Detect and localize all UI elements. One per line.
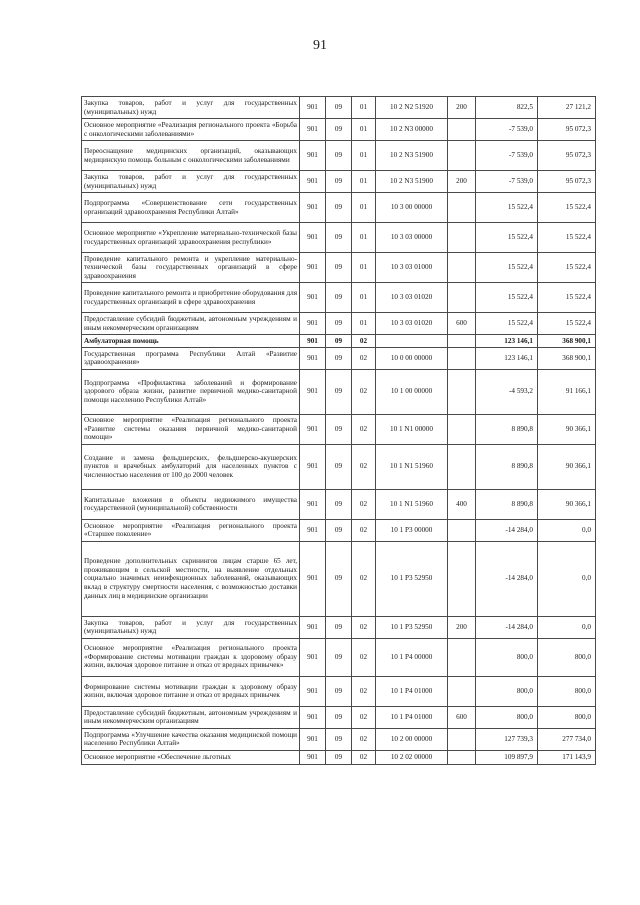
cell-amount-total: 95 072,3 (538, 141, 596, 171)
cell-ministry-code: 901 (300, 638, 326, 676)
cell-target-article: 10 1 P4 01000 (376, 676, 448, 706)
cell-expense-type (448, 283, 476, 313)
cell-amount-total: 15 522,4 (538, 283, 596, 313)
cell-amount-total: 800,0 (538, 676, 596, 706)
cell-subsection-code: 02 (352, 369, 376, 414)
table-row (82, 444, 596, 489)
cell-subsection-code: 01 (352, 253, 376, 283)
cell-target-article: 10 3 03 01020 (376, 313, 448, 335)
cell-amount-change: -14 284,0 (476, 616, 538, 638)
cell-amount-total: 171 143,9 (538, 750, 596, 764)
cell-amount-total: 90 366,1 (538, 489, 596, 519)
cell-ministry-code: 901 (300, 444, 326, 489)
cell-subsection-code: 02 (352, 444, 376, 489)
cell-description: Предоставление субсидий бюджетным, автономным учреждениям и иным некоммерческим организациям (82, 706, 300, 728)
cell-description: Создание и замена фельдшерских, фельдшерско-акушерских пунктов и врачебных амбулаторий для населенных пунктов с численностью населения от 100 до 2000 человек (82, 444, 300, 489)
cell-amount-change: 15 522,4 (476, 313, 538, 335)
table-row (82, 193, 596, 223)
cell-subsection-code: 01 (352, 97, 376, 119)
cell-ministry-code: 901 (300, 141, 326, 171)
cell-expense-type (448, 728, 476, 750)
cell-ministry-code: 901 (300, 119, 326, 141)
cell-description: Проведение дополнительных скринингов лицам старше 65 лет, проживающим в сельской местности, на выявление отдельных социально значимых неинфекционных заболеваний, оказывающих вклад в структуру смертности населения, с возможностью доставки данных лиц в медицинские организации (82, 541, 300, 616)
cell-subsection-code: 01 (352, 193, 376, 223)
cell-subsection-code: 02 (352, 541, 376, 616)
cell-section-code: 09 (326, 283, 352, 313)
cell-amount-change: 8 890,8 (476, 414, 538, 444)
cell-amount-total: 277 734,0 (538, 728, 596, 750)
cell-description: Формирование системы мотивации граждан к здоровому образу жизни, включая здоровое питание и отказ от вредных привычек (82, 676, 300, 706)
cell-amount-change: 8 890,8 (476, 489, 538, 519)
cell-ministry-code: 901 (300, 223, 326, 253)
cell-subsection-code: 01 (352, 141, 376, 171)
cell-amount-change: -14 284,0 (476, 519, 538, 541)
cell-amount-total: 0,0 (538, 616, 596, 638)
cell-target-article: 10 3 03 01000 (376, 253, 448, 283)
table-row (82, 750, 596, 764)
cell-target-article: 10 3 03 00000 (376, 223, 448, 253)
cell-ministry-code: 901 (300, 313, 326, 335)
cell-subsection-code: 02 (352, 414, 376, 444)
cell-amount-change: 123 146,1 (476, 347, 538, 369)
cell-section-code: 09 (326, 414, 352, 444)
cell-description: Капитальные вложения в объекты недвижимого имущества государственной (муниципальной) собственности (82, 489, 300, 519)
cell-description: Проведение капитального ремонта и приобретение оборудования для государственных организаций в сфере здравоохранения (82, 283, 300, 313)
cell-subsection-code: 02 (352, 706, 376, 728)
table-row (82, 283, 596, 313)
cell-ministry-code: 901 (300, 171, 326, 193)
cell-target-article: 10 1 P3 52950 (376, 616, 448, 638)
cell-amount-change: -14 284,0 (476, 541, 538, 616)
cell-expense-type (448, 541, 476, 616)
cell-ministry-code: 901 (300, 489, 326, 519)
cell-expense-type: 200 (448, 171, 476, 193)
cell-amount-total: 95 072,3 (538, 119, 596, 141)
cell-ministry-code: 901 (300, 676, 326, 706)
cell-target-article: 10 1 P4 00000 (376, 638, 448, 676)
table-row (82, 541, 596, 616)
cell-subsection-code: 02 (352, 519, 376, 541)
cell-amount-total: 15 522,4 (538, 313, 596, 335)
cell-description: Подпрограмма «Профилактика заболеваний и формирование здорового образа жизни, развитие первичной медико-санитарной помощи населению Республики Алтай» (82, 369, 300, 414)
table-row (82, 171, 596, 193)
cell-description: Основное мероприятие «Реализация регионального проекта «Развитие системы оказания первичной медико-санитарной помощи» (82, 414, 300, 444)
cell-amount-total: 0,0 (538, 519, 596, 541)
table-row (82, 414, 596, 444)
cell-expense-type (448, 223, 476, 253)
cell-ministry-code: 901 (300, 347, 326, 369)
cell-amount-change: 15 522,4 (476, 253, 538, 283)
cell-ministry-code: 901 (300, 193, 326, 223)
cell-amount-change: 8 890,8 (476, 444, 538, 489)
table-row (82, 141, 596, 171)
cell-amount-total: 0,0 (538, 541, 596, 616)
cell-amount-change: 800,0 (476, 706, 538, 728)
cell-section-code: 09 (326, 253, 352, 283)
cell-section-code: 09 (326, 489, 352, 519)
cell-expense-type (448, 141, 476, 171)
table-row (82, 706, 596, 728)
cell-expense-type (448, 193, 476, 223)
cell-expense-type (448, 750, 476, 764)
cell-amount-total: 90 366,1 (538, 414, 596, 444)
cell-description: Основное мероприятие «Реализация регионального проекта «Формирование системы мотивации граждан к здоровому образу жизни, включая здоровое питание и отказ от вредных привычек» (82, 638, 300, 676)
cell-amount-total: 368 900,1 (538, 335, 596, 348)
table-row (82, 335, 596, 348)
cell-subsection-code: 02 (352, 489, 376, 519)
table-row (82, 223, 596, 253)
cell-expense-type (448, 519, 476, 541)
cell-ministry-code: 901 (300, 541, 326, 616)
cell-section-code: 09 (326, 541, 352, 616)
cell-expense-type: 600 (448, 313, 476, 335)
cell-description: Переоснащение медицинских организаций, оказывающих медицинскую помощь больным с онкологическими заболеваниями (82, 141, 300, 171)
cell-description: Основное мероприятие «Укрепление материально-технической базы государственных организаций здравоохранения республики» (82, 223, 300, 253)
cell-amount-change: 15 522,4 (476, 283, 538, 313)
table-row (82, 97, 596, 119)
cell-section-code: 09 (326, 223, 352, 253)
cell-amount-change: 109 897,9 (476, 750, 538, 764)
cell-section-code: 09 (326, 141, 352, 171)
cell-amount-total: 800,0 (538, 638, 596, 676)
cell-target-article: 10 2 N3 51900 (376, 171, 448, 193)
cell-description: Подпрограмма «Совершенствование сети государственных организаций здравоохранения Республики Алтай» (82, 193, 300, 223)
cell-description: Подпрограмма «Улучшение качества оказания медицинской помощи населению Республики Алтай» (82, 728, 300, 750)
cell-amount-change: 123 146,1 (476, 335, 538, 348)
cell-section-code: 09 (326, 676, 352, 706)
cell-expense-type (448, 253, 476, 283)
cell-ministry-code: 901 (300, 97, 326, 119)
table-row (82, 489, 596, 519)
cell-amount-change: -7 539,0 (476, 141, 538, 171)
cell-expense-type (448, 369, 476, 414)
cell-expense-type (448, 444, 476, 489)
cell-target-article: 10 2 N2 51920 (376, 97, 448, 119)
cell-expense-type: 200 (448, 97, 476, 119)
cell-subsection-code: 02 (352, 347, 376, 369)
cell-expense-type (448, 119, 476, 141)
cell-amount-change: 822,5 (476, 97, 538, 119)
cell-amount-total: 15 522,4 (538, 193, 596, 223)
cell-amount-total: 368 900,1 (538, 347, 596, 369)
cell-amount-change: 127 739,3 (476, 728, 538, 750)
cell-target-article: 10 1 N1 51960 (376, 444, 448, 489)
cell-subsection-code: 01 (352, 313, 376, 335)
cell-section-code: 09 (326, 313, 352, 335)
cell-description: Закупка товаров, работ и услуг для государственных (муниципальных) нужд (82, 616, 300, 638)
cell-section-code: 09 (326, 171, 352, 193)
cell-ministry-code: 901 (300, 283, 326, 313)
cell-amount-total: 91 166,1 (538, 369, 596, 414)
cell-subsection-code: 02 (352, 676, 376, 706)
cell-subsection-code: 02 (352, 750, 376, 764)
cell-description: Проведение капитального ремонта и укрепление материально-технической базы государственных организаций в сфере здравоохранения (82, 253, 300, 283)
cell-description: Основное мероприятие «Обеспечение льготных (82, 750, 300, 764)
cell-amount-total: 15 522,4 (538, 223, 596, 253)
cell-ministry-code: 901 (300, 706, 326, 728)
cell-section-code: 09 (326, 444, 352, 489)
cell-ministry-code: 901 (300, 414, 326, 444)
cell-description: Основное мероприятие «Реализация регионального проекта «Старшее поколение» (82, 519, 300, 541)
cell-target-article: 10 3 00 00000 (376, 193, 448, 223)
cell-section-code: 09 (326, 750, 352, 764)
table-row (82, 519, 596, 541)
cell-amount-change: -7 539,0 (476, 119, 538, 141)
table-row (82, 119, 596, 141)
table-row (82, 347, 596, 369)
table-row (82, 313, 596, 335)
cell-ministry-code: 901 (300, 728, 326, 750)
cell-amount-change: 800,0 (476, 676, 538, 706)
cell-subsection-code: 01 (352, 283, 376, 313)
cell-description: Амбулаторная помощь (82, 335, 300, 348)
cell-subsection-code: 02 (352, 335, 376, 348)
cell-target-article: 10 2 N3 51900 (376, 141, 448, 171)
cell-description: Основное мероприятие «Реализация регионального проекта «Борьба с онкологическими заболеваниями» (82, 119, 300, 141)
table-row (82, 616, 596, 638)
cell-subsection-code: 02 (352, 616, 376, 638)
cell-ministry-code: 901 (300, 750, 326, 764)
cell-expense-type (448, 638, 476, 676)
cell-section-code: 09 (326, 728, 352, 750)
cell-section-code: 09 (326, 97, 352, 119)
cell-amount-total: 90 366,1 (538, 444, 596, 489)
cell-ministry-code: 901 (300, 616, 326, 638)
cell-subsection-code: 01 (352, 223, 376, 253)
cell-description: Предоставление субсидий бюджетным, автономным учреждениям и иным некоммерческим организациям (82, 313, 300, 335)
cell-ministry-code: 901 (300, 369, 326, 414)
table-row (82, 676, 596, 706)
cell-target-article: 10 1 00 00000 (376, 369, 448, 414)
cell-target-article: 10 1 N1 00000 (376, 414, 448, 444)
cell-expense-type (448, 347, 476, 369)
cell-amount-change: 15 522,4 (476, 223, 538, 253)
cell-section-code: 09 (326, 638, 352, 676)
cell-target-article: 10 1 P3 00000 (376, 519, 448, 541)
cell-target-article: 10 3 03 01020 (376, 283, 448, 313)
table-row (82, 369, 596, 414)
cell-section-code: 09 (326, 119, 352, 141)
cell-expense-type: 400 (448, 489, 476, 519)
cell-subsection-code: 01 (352, 171, 376, 193)
cell-section-code: 09 (326, 335, 352, 348)
cell-amount-change: -7 539,0 (476, 171, 538, 193)
cell-subsection-code: 02 (352, 728, 376, 750)
cell-expense-type (448, 335, 476, 348)
budget-table-body (82, 97, 596, 765)
cell-amount-total: 95 072,3 (538, 171, 596, 193)
cell-section-code: 09 (326, 706, 352, 728)
cell-section-code: 09 (326, 347, 352, 369)
cell-expense-type (448, 676, 476, 706)
cell-description: Государственная программа Республики Алтай «Развитие здравоохранения» (82, 347, 300, 369)
table-row (82, 638, 596, 676)
cell-description: Закупка товаров, работ и услуг для государственных (муниципальных) нужд (82, 171, 300, 193)
cell-amount-total: 27 121,2 (538, 97, 596, 119)
table-row (82, 728, 596, 750)
cell-target-article: 10 2 N3 00000 (376, 119, 448, 141)
cell-expense-type (448, 414, 476, 444)
cell-target-article: 10 0 00 00000 (376, 347, 448, 369)
cell-description: Закупка товаров, работ и услуг для государственных (муниципальных) нужд (82, 97, 300, 119)
cell-target-article (376, 335, 448, 348)
cell-section-code: 09 (326, 519, 352, 541)
cell-amount-total: 800,0 (538, 706, 596, 728)
cell-target-article: 10 1 P4 01000 (376, 706, 448, 728)
cell-target-article: 10 1 N1 51960 (376, 489, 448, 519)
cell-amount-change: -4 593,2 (476, 369, 538, 414)
cell-amount-total: 15 522,4 (538, 253, 596, 283)
cell-target-article: 10 2 02 00000 (376, 750, 448, 764)
cell-subsection-code: 02 (352, 638, 376, 676)
cell-expense-type: 600 (448, 706, 476, 728)
cell-target-article: 10 2 00 00000 (376, 728, 448, 750)
budget-table (81, 96, 596, 765)
cell-section-code: 09 (326, 193, 352, 223)
table-row (82, 253, 596, 283)
cell-ministry-code: 901 (300, 253, 326, 283)
page-number: 91 (313, 38, 327, 53)
cell-target-article: 10 1 P3 52950 (376, 541, 448, 616)
cell-amount-change: 800,0 (476, 638, 538, 676)
cell-amount-change: 15 522,4 (476, 193, 538, 223)
cell-expense-type: 200 (448, 616, 476, 638)
cell-subsection-code: 01 (352, 119, 376, 141)
cell-ministry-code: 901 (300, 335, 326, 348)
cell-section-code: 09 (326, 616, 352, 638)
cell-ministry-code: 901 (300, 519, 326, 541)
cell-section-code: 09 (326, 369, 352, 414)
